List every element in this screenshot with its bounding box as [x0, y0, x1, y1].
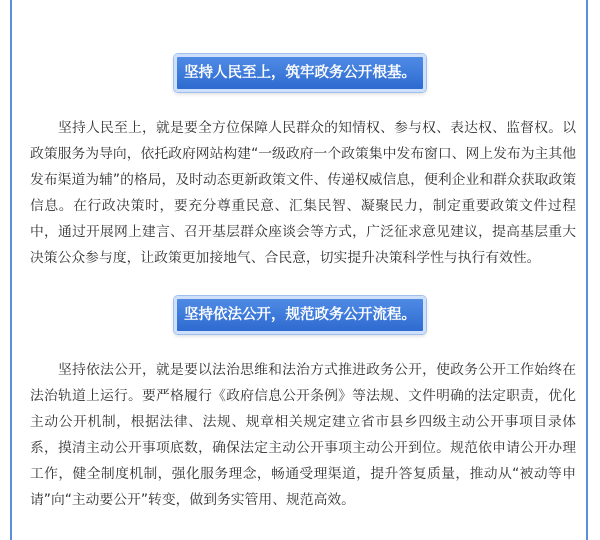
section-heading-2: 坚持依法公开，规范政务公开流程。	[174, 296, 426, 334]
section-body-2: 坚持依法公开，就是要以法治思维和法治方式推进政务公开，使政务公开工作始终在法治轨道上运行。要严格履行《政府信息公开条例》等法规、文件明确的法定职责，优化主动公开机制，根据法律、法规、规章相关规定建立省市县乡四级主动公开事项目录体系，摸清主动公开事项底数，确保法定主动公开事项主动公开到位。规范依申请公开办理工作，健全制度机制，强化服务理念，畅通受理渠道，提升答复质量，推动从“被动等申请”向“主动要公开”转变，做到务实管用、规范高效。	[30, 362, 576, 508]
section-heading-1: 坚持人民至上，筑牢政务公开根基。	[174, 54, 426, 92]
section-body-1: 坚持人民至上，就是要全方位保障人民群众的知情权、参与权、表达权、监督权。以政策服务为导向，依托政府网站构建“一级政府一个政策集中发布窗口、网上发布为主其他发布渠道为辅”的格局，及时动态更新政策文件、传递权威信息，便利企业和群众获取政策信息。在行政决策时，要充分尊重民意、汇集民智、凝聚民力，制定重要政策文件过程中，通过开展网上建言、召开基层群众座谈会等方式，广泛征求意见建议，提高基层重大决策公众参与度，让政策更加接地气、合民意，切实提升决策科学性与执行有效性。	[30, 120, 576, 266]
